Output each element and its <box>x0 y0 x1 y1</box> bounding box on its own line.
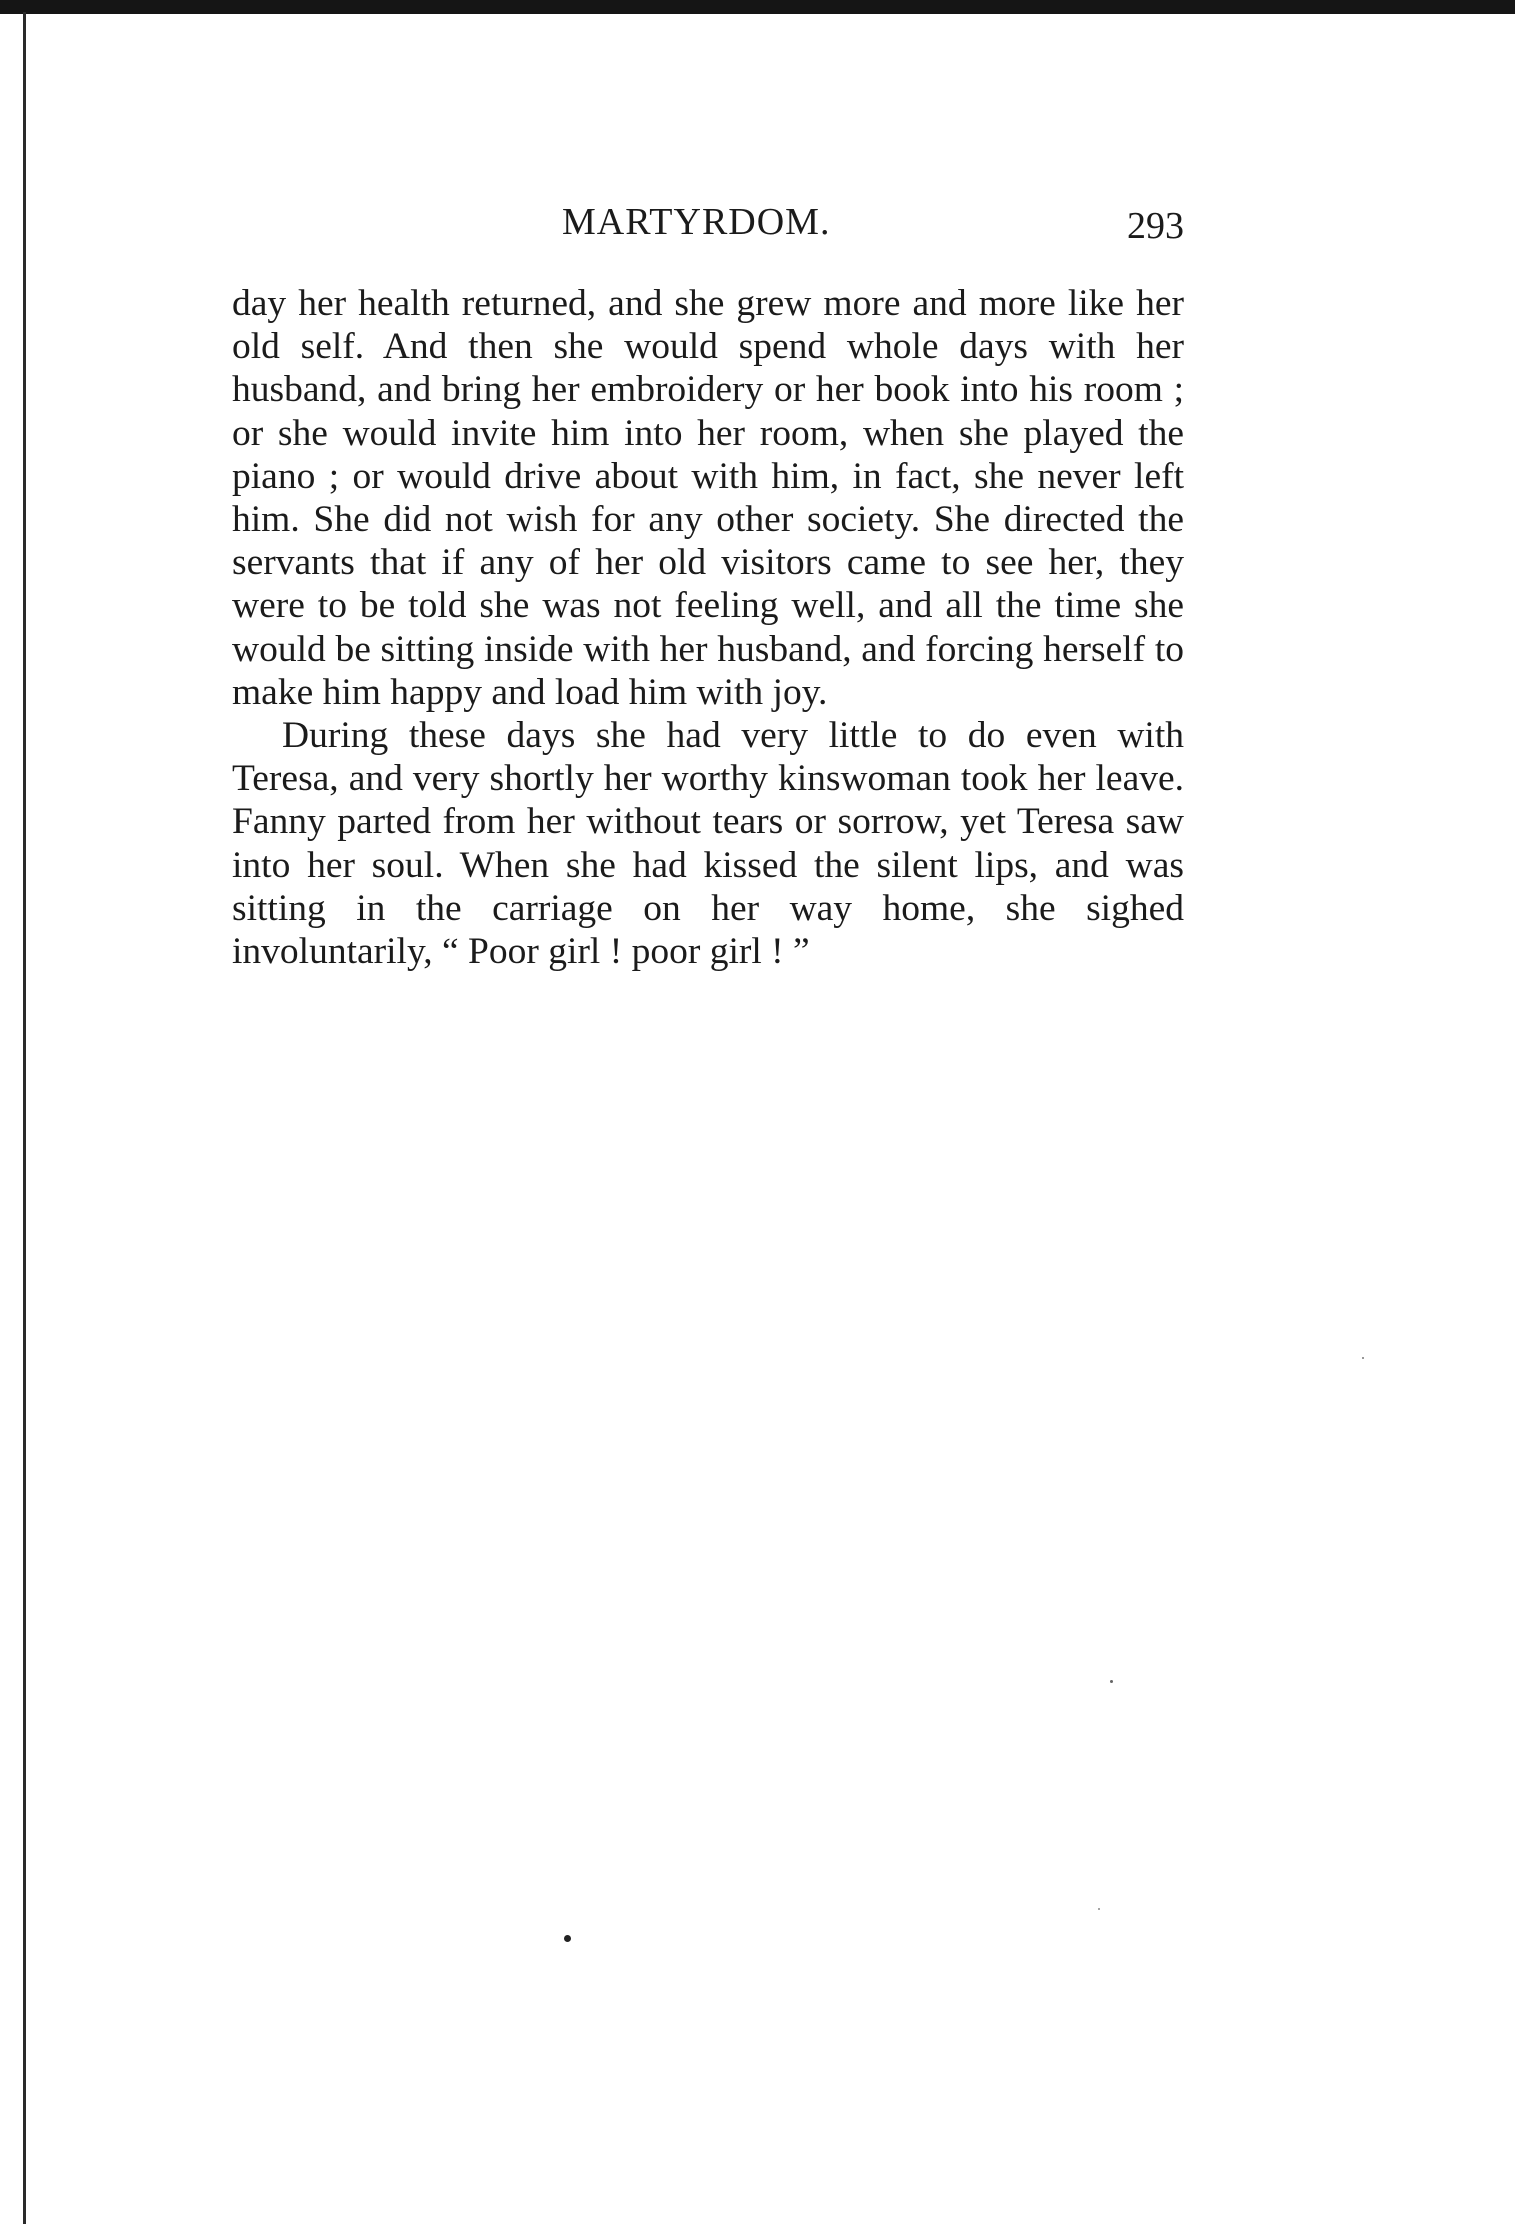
page-header <box>232 196 1184 252</box>
page-number: 293 <box>1127 205 1184 247</box>
scan-top-border <box>0 0 1515 14</box>
scan-left-border <box>23 12 26 2224</box>
body-text <box>232 282 1184 973</box>
ink-speck <box>1362 1357 1364 1359</box>
ink-speck <box>1098 1908 1100 1910</box>
paragraph-1: day her health returned, and she grew more and more like her old self. And then she would spend whole days with her husband, and bring her embroidery or her book into his room ; or she would invite him into her room, when she played the piano ; or would drive about with him, in fact, she never left him. She did not wish for any other society. She directed the servants that if any of her old visitors came to see her, they were to be told she was not feeling well, and all the time she would be sitting inside with her husband, and forcing herself to make him happy and load him with joy. <box>232 283 1184 713</box>
paragraph-2: During these days she had very little to do even with Teresa, and very shortly her worthy kinswoman took her leave. Fanny parted from her without tears or sorrow, yet Teresa saw into her soul. When she had kissed the silent lips, and was sitting in the carriage on her way home, she sighed involuntarily, “ Poor girl ! poor girl ! ” <box>232 715 1184 973</box>
ink-speck <box>564 1935 571 1942</box>
running-title: MARTYRDOM. <box>562 201 831 243</box>
ink-speck <box>1110 1680 1113 1683</box>
